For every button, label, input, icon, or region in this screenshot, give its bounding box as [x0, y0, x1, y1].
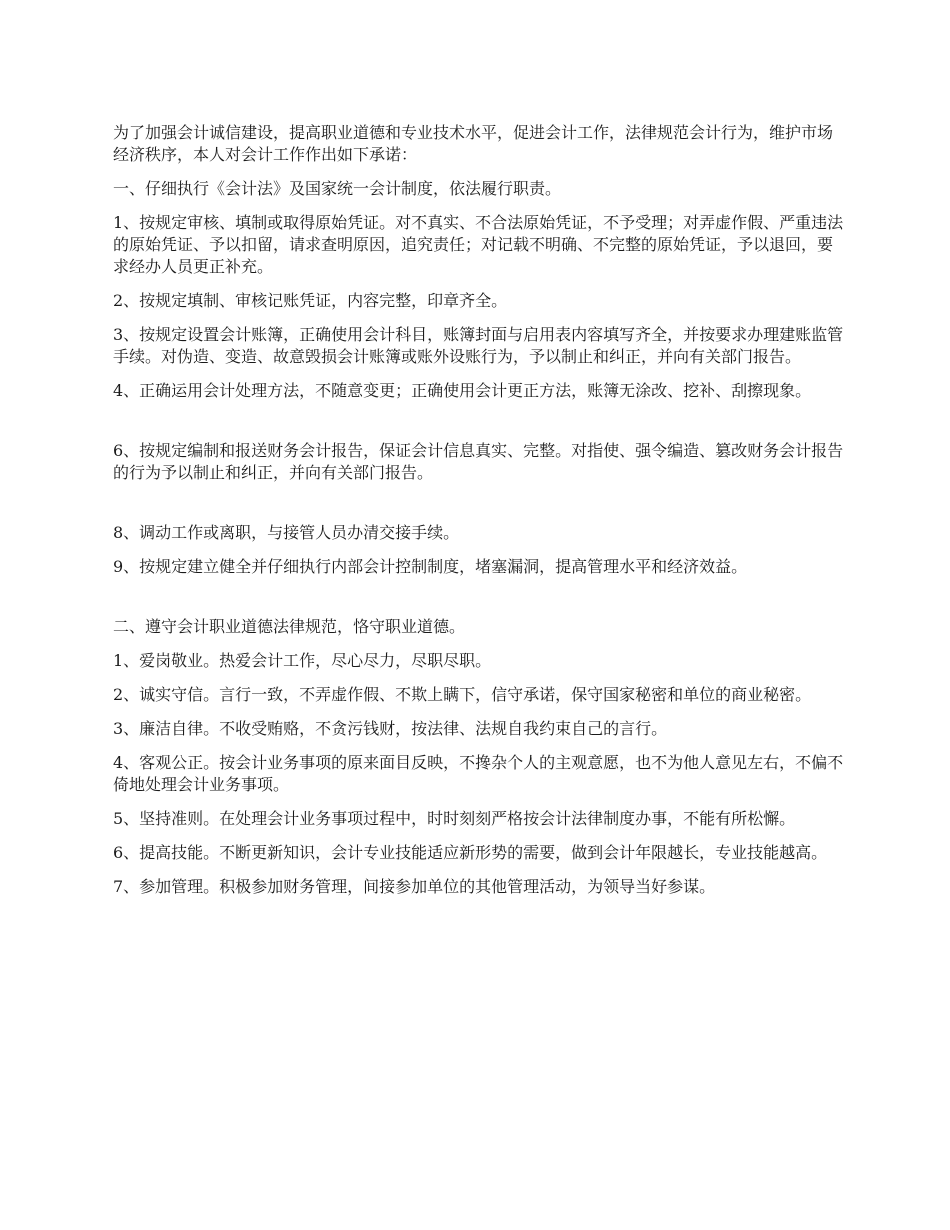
section2-item-5: 5、坚持准则。在处理会计业务事项过程中，时时刻刻严格按会计法律制度办事，不能有所松懈。: [113, 809, 796, 828]
blank-gap: [113, 414, 845, 440]
intro-paragraph: 为了加强会计诚信建设，提高职业道德和专业技术水平，促进会计工作，法律规范会计行为，维护市场经济秩序，本人对会计工作作出如下承诺：: [113, 123, 834, 164]
section2-item-4: 4、客观公正。按会计业务事项的原来面目反映，不搀杂个人的主观意愿，也不为他人意见左右，不偏不倚地处理会计业务事项。: [113, 753, 844, 794]
blank-gap: [113, 590, 845, 616]
section1-item-3: 3、按规定设置会计账簿，正确使用会计科目，账簿封面与启用表内容填写齐全，并按要求办理建账监管手续。对伪造、变造、故意毁损会计账簿或账外设账行为，予以制止和纠正，并向有关部门报告。: [113, 325, 844, 366]
section2-heading: 二、遵守会计职业道德法律规范，恪守职业道德。: [113, 617, 466, 636]
section2-item-6: 6、提高技能。不断更新知识，会计专业技能适应新形势的需要，做到会计年限越长，专业技能越高。: [113, 843, 828, 862]
section1-item-8: 8、调动工作或离职，与接管人员办清交接手续。: [113, 523, 460, 542]
section1-item-9: 9、按规定建立健全并仔细执行内部会计控制制度，堵塞漏洞，提高管理水平和经济效益。: [113, 557, 748, 576]
blank-gap: [113, 496, 845, 522]
section2-item-2: 2、诚实守信。言行一致，不弄虚作假、不欺上瞒下，信守承诺，保守国家秘密和单位的商业秘密。: [113, 685, 812, 704]
section2-item-7: 7、参加管理。积极参加财务管理，间接参加单位的其他管理活动，为领导当好参谋。: [113, 877, 716, 896]
section2-item-3: 3、廉洁自律。不收受贿赂，不贪污钱财，按法律、法规自我约束自己的言行。: [113, 719, 668, 738]
section1-item-1: 1、按规定审核、填制或取得原始凭证。对不真实、不合法原始凭证，不予受理；对弄虚作假、严重违法的原始凭证、予以扣留，请求查明原因，追究责任；对记载不明确、不完整的原始凭证，予以退回，要求经办人员更正补充。: [113, 213, 844, 276]
section1-item-2: 2、按规定填制、审核记账凭证，内容完整，印章齐全。: [113, 291, 508, 310]
document-body: [113, 122, 845, 910]
section1-heading: 一、仔细执行《会计法》及国家统一会计制度，依法履行职责。: [113, 179, 562, 198]
section2-item-1: 1、爱岗敬业。热爱会计工作，尽心尽力，尽职尽职。: [113, 651, 492, 670]
section1-item-4: 4、正确运用会计处理方法，不随意变更；正确使用会计更正方法，账簿无涂改、挖补、刮擦现象。: [113, 381, 812, 400]
section1-item-6: 6、按规定编制和报送财务会计报告，保证会计信息真实、完整。对指使、强令编造、篡改财务会计报告的行为予以制止和纠正，并向有关部门报告。: [113, 441, 844, 482]
